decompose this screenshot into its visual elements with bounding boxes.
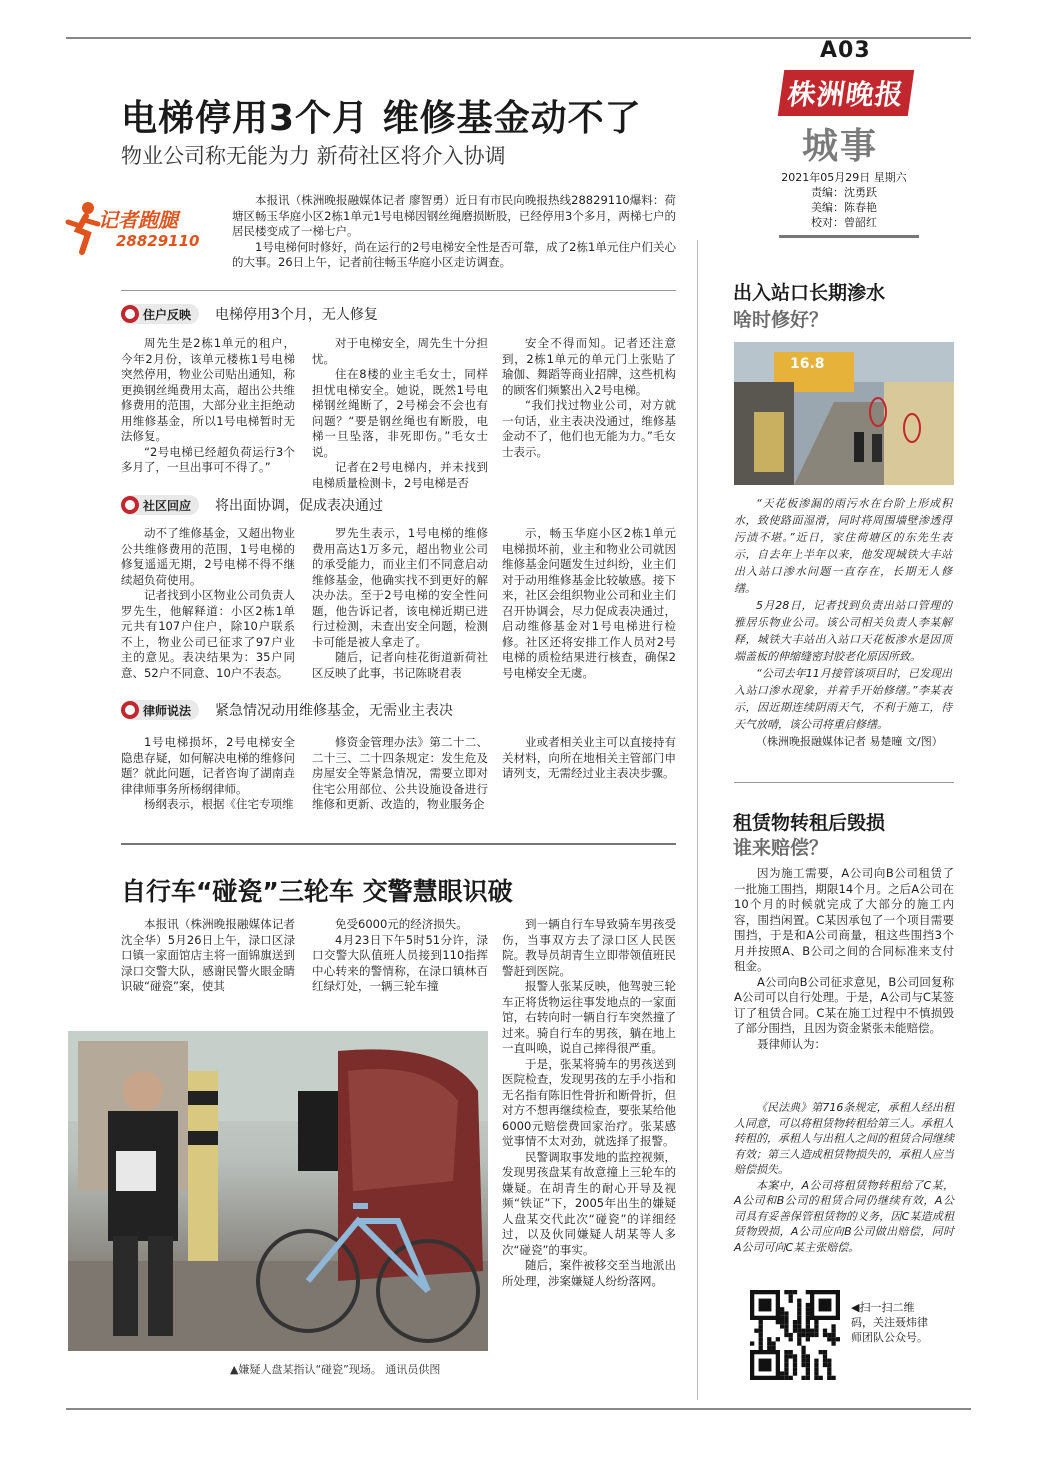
sidebar1-body (734, 495, 952, 750)
section-dot-icon (121, 305, 139, 323)
qr-module (784, 1316, 788, 1320)
qr-module (780, 1311, 784, 1315)
paragraph: “2号电梯已经超负荷运行3个多月了，一旦出事可不得了。” (121, 444, 295, 474)
section-tag: 社区回应 (143, 498, 192, 513)
qr-module (823, 1329, 827, 1333)
lead-rule (121, 290, 676, 291)
qr-module (776, 1320, 780, 1324)
section-text-col (502, 526, 676, 681)
section-text-col (121, 336, 295, 476)
qr-module (814, 1371, 818, 1375)
issue-info (779, 170, 909, 230)
qr-module (797, 1333, 801, 1337)
section-tag: 律师说法 (143, 703, 192, 718)
qr-module (759, 1341, 763, 1345)
qr-module (784, 1354, 788, 1358)
sidebar1-title: 出入站口长期渗水 (733, 282, 886, 304)
paragraph: 杨纲表示，根据《住宅专项维 (144, 797, 294, 811)
qr-module (827, 1337, 831, 1341)
paragraph: 报警人张某反映，他驾驶三轮车正将货物运往事发地点的一家面馆，右转向时一辆自行车突然撞了过来。骑自行车的男孩，躺在地上一直叫唤，说自己摔得很严重。 (502, 979, 676, 1055)
qr-module (810, 1329, 814, 1333)
qr-module (827, 1371, 831, 1375)
qr-module (784, 1311, 788, 1315)
page-number: A03 (820, 38, 871, 63)
section-title: 将出面协调，促成表决通过 (215, 498, 384, 514)
section-dot-icon (121, 701, 139, 719)
section-text-col (121, 735, 295, 813)
qr-module (789, 1290, 793, 1294)
qr-module (831, 1333, 835, 1337)
sidebar-rule (734, 782, 954, 783)
hotline-logo (64, 196, 224, 260)
qr-module (801, 1333, 805, 1337)
qr-module (827, 1363, 831, 1367)
hotline-label: 记者跑腿 (98, 208, 178, 232)
hotline-number: 28829110 (116, 232, 200, 250)
issue-date: 2021年05月29日 星期六 (781, 171, 907, 184)
qr-module (759, 1299, 772, 1312)
qr-module (806, 1316, 810, 1320)
qr-module (806, 1333, 810, 1337)
qr-module (819, 1299, 832, 1312)
qr-code-icon (750, 1290, 840, 1380)
qr-module (784, 1324, 788, 1328)
sidebar1-subtitle: 啥时修好？ (733, 309, 829, 331)
paragraph: 对于电梯安全，周先生十分担忧。 (312, 336, 488, 366)
story2-col (502, 917, 676, 1289)
lead-intro-p2: 1号电梯何时修好，尚在运行的2号电梯安全性是否可靠，成了2栋1单元住户们关心的大事。26日上午，记者前往畅玉华庭小区走访调查。 (232, 239, 676, 269)
qr-module (806, 1367, 810, 1371)
bicycle-scene-image (68, 1031, 488, 1351)
section-text-col (502, 336, 676, 460)
sidebar2-lawyer-para: 《民法典》第716条规定，承租人经出租人同意，可以将租赁物转租给第三人。承租人转租的，承租人与出租人之间的租赁合同继续有效；第三人造成租赁物损失的，承租人应当赔偿损失。 (734, 1101, 954, 1176)
paragraph: 到一辆自行车导致骑车男孩受伤，当事双方去了渌口区人民医院。教导员胡青生立即带领值班民警赶到医院。 (502, 917, 676, 978)
qr-module (784, 1290, 788, 1294)
paragraph: 1号电梯损坏，2号电梯安全隐患存疑，如何解决电梯的维修问题？就此问题，记者咨询了湖南垚律律师事务所杨纲律师。 (121, 735, 295, 796)
sidebar2-lawyer-para: 本案中，A公司将租赁物转租给了C某，A公司和B公司的租赁合同仍继续有效，A公司具有妥善保管租赁物的义务，因C某造成租赁物毁损，A公司应向B公司做出赔偿，同时A公司可向C某主张赔偿。 (734, 1178, 954, 1254)
section-text-col (502, 735, 676, 782)
qr-module (780, 1324, 784, 1328)
section-tag: 住户反映 (143, 307, 192, 322)
lead-intro-p1: 本报讯（株洲晚报融媒体记者 廖智勇）近日有市民向晚报热线28829110爆料：荷塘区畅玉华庭小区2栋1单元1号电梯因钢丝绳磨损断股，已经停用3个多月，两梯七户的居民楼变成了一梯七户。 (232, 193, 676, 238)
qr-module (793, 1354, 797, 1358)
editor: 责编：沈勇跃 (811, 186, 877, 199)
qr-module (797, 1307, 801, 1311)
designer: 美编：陈春艳 (811, 201, 877, 214)
qr-module (789, 1376, 793, 1380)
qr-module (823, 1333, 827, 1337)
qr-module (789, 1299, 793, 1303)
paragraph: 业或者相关业主可以直接持有关材料，向所在地相关主管部门申请列支，无需经过业主表决步骤。 (502, 735, 676, 780)
paragraph: 周先生是2栋1单元的租户，今年2月份，该单元楼栋1号电梯突然停用，物业公司贴出通知，称更换钢丝绳费用太高，超出公共维修费用的范围，大部分业主拒绝动用维修基金，所以1号电梯暂时无法修复。 (121, 336, 295, 443)
qr-module (806, 1329, 810, 1333)
qr-module (827, 1359, 831, 1363)
paragraph: 民警调取事发地的监控视频，发现男孩盘某有故意撞上三轮车的嫌疑。在胡青生的耐心开导及视频“铁证”下，2005年出生的嫌疑人盘某交代此次“碰瓷”的详细经过，以及伙同嫌疑人胡某等人多次“碰瓷”的事实。 (502, 1149, 676, 1257)
qr-module (814, 1333, 818, 1337)
qr-module (797, 1324, 801, 1328)
qr-module (823, 1363, 827, 1367)
qr-module (793, 1329, 797, 1333)
sidebar1-photo (734, 342, 954, 485)
qr-module (814, 1367, 818, 1371)
qr-module (754, 1329, 758, 1333)
qr-module (789, 1350, 793, 1354)
qr-module (801, 1363, 805, 1367)
column-separator (697, 240, 698, 1400)
paragraph: 随后，案件被移交至当地派出所处理，涉案嫌疑人纷纷落网。 (502, 1258, 676, 1288)
qr-module (780, 1320, 784, 1324)
qr-module (797, 1337, 801, 1341)
qr-module (814, 1324, 818, 1328)
station-exit-image (734, 342, 954, 485)
qr-module (797, 1320, 801, 1324)
sidebar1-para: “天花板渗漏的雨污水在台阶上形成积水，致使路面湿滑，同时将周围墙壁渗透得污渍不堪。”近日，家住荷塘区的东先生表示，自去年上半年以来，他发现城铁大丰站出入站口渗水问题一直存在，长期无人修缮。 (734, 497, 952, 595)
lead-subhead: 物业公司称无能为力 新荷社区将介入协调 (121, 144, 506, 168)
qr-module (806, 1311, 810, 1315)
sidebar1-para: “公司去年11月接管该项目时，已发现出入站口渗水现象，并着手开始修缮。”李某表示，因近期连续阴雨天气，不利于施工，待天气放晴，该公司将重启修缮。 (734, 667, 952, 731)
qr-module (819, 1376, 823, 1380)
qr-module (806, 1303, 810, 1307)
qr-module (823, 1359, 827, 1363)
story2-headline: 自行车“碰瓷”三轮车 交警慧眼识破 (121, 877, 513, 906)
qr-module (767, 1346, 771, 1350)
paragraph: 4月23日下午5时51分许，渌口交警大队值班人员接到110指挥中心转来的警情称，在渌口镇林百红绿灯处，一辆三轮车撞 (312, 932, 488, 993)
lead-intro (232, 193, 676, 271)
qr-module (806, 1359, 810, 1363)
paragraph: 于是，张某将骑车的男孩送到医院检查，发现男孩的左手小指和无名指有陈旧性骨折和断骨折，但对方不想再继续检查，要张某给他6000元赔偿费回家治疗。张某感觉事情不太对劲，就选择了报警。 (502, 1056, 676, 1148)
qr-module (784, 1329, 788, 1333)
qr-module (780, 1371, 784, 1375)
qr-module (806, 1324, 810, 1328)
section-text-col (312, 526, 488, 681)
qr-module (801, 1346, 805, 1350)
proofreader: 校对：曾韶红 (811, 216, 877, 229)
qr-module (814, 1376, 818, 1380)
section-header-community (121, 495, 383, 515)
section-header-residents (121, 304, 378, 324)
story2-col (312, 917, 488, 995)
paragraph: 安全不得而知。记者还注意到，2栋1单元的单元门上张贴了瑜伽、舞蹈等商业招牌，这些机构的顾客们频繁出入2号电梯。 (502, 336, 676, 397)
qr-module (831, 1341, 835, 1345)
qr-module (767, 1337, 771, 1341)
qr-module (771, 1346, 775, 1350)
sidebar2-body (734, 866, 954, 1052)
qr-module (784, 1359, 788, 1363)
paragraph: “我们找过物业公司，对方就一句话，业主表决没通过，维修基金动不了，他们也无能为力。”毛女士表示。 (502, 398, 676, 459)
sidebar2-title: 租赁物转租后毁损 (733, 812, 886, 834)
qr-module (814, 1363, 818, 1367)
sidebar2-lawyer-intro: 聂律师认为： (757, 1036, 826, 1051)
paragraph: 记者找到小区物业公司负责人罗先生，他解释道：小区2栋1单元共有107户住户，除10户联系不上，物业公司已征求了97户业主的意见。表决结果为：35户同意、52户不同意、10户不表态。 (121, 588, 295, 680)
qr-module (797, 1299, 801, 1303)
qr-module (801, 1354, 805, 1358)
qr-module (759, 1320, 763, 1324)
paragraph: 罗先生表示，1号电梯的维修费用高达1万多元，超出物业公司的承受能力，而业主们不同意启动维修基金，他确实找不到更好的解决办法。至于2号电梯的安全性问题，他告诉记者，该电梯近期已进行过检测，未查出安全问题，检测卡可能是被人拿走了。 (312, 526, 488, 649)
qr-module (801, 1329, 805, 1333)
qr-module (801, 1359, 805, 1363)
qr-module (823, 1350, 827, 1354)
sidebar1-byline: （株洲晚报融媒体记者 易楚曈 文/图） (756, 735, 943, 748)
sidebar2-para: 因为施工需要，A公司向B公司租赁了一批施工围挡，期限14个月。之后A公司在10个月的时候就完成了大部分的施工内容，围挡闲置。C某因承包了一个项目需要围挡，于是和A公司商量，租这些围挡3个月并按照A、B公司之间的合同标准来支付租金。 (734, 866, 954, 973)
qr-module (784, 1333, 788, 1337)
section-name: 城事 (802, 125, 879, 167)
qr-module (797, 1329, 801, 1333)
qr-module (801, 1376, 805, 1380)
qr-module (793, 1367, 797, 1371)
qr-module (789, 1333, 793, 1337)
section-text-col (312, 336, 488, 491)
qr-module (793, 1363, 797, 1367)
qr-module (806, 1290, 810, 1294)
qr-module (823, 1354, 827, 1358)
qr-module (814, 1320, 818, 1324)
paper-logo: 株洲晚报 (778, 70, 914, 116)
sidebar2-lawyer-body (734, 1100, 954, 1255)
qr-module (797, 1316, 801, 1320)
qr-module (759, 1359, 772, 1372)
qr-module (806, 1320, 810, 1324)
qr-module (806, 1337, 810, 1341)
qr-module (793, 1359, 797, 1363)
station-sign: 16.8 (790, 356, 825, 372)
sidebar1-para: 5月28日，记者找到负责出站口管理的雅居乐物业公司。该公司相关负责人李某解释，城铁大丰站出入站口天花板渗水是因顶端盖板的伸缩缝密封胶老化原因所致。 (734, 599, 952, 663)
sidebar2-subtitle: 谁来赔偿？ (733, 837, 829, 859)
section-dot-icon (121, 496, 139, 514)
qr-module (801, 1350, 805, 1354)
qr-module (814, 1329, 818, 1333)
qr-module (759, 1329, 763, 1333)
qr-module (810, 1333, 814, 1337)
qr-module (793, 1290, 797, 1294)
photo-caption: ▲嫌疑人盘某指认“碰瓷”现场。 通讯员供图 (230, 1363, 441, 1376)
paragraph: 示，畅玉华庭小区2栋1单元电梯损坏前，业主和物业公司就因维修基金问题发生过纠纷，业主们对于动用维修基金比较敏感。接下来，社区会组织物业公司和业主们召开协调会，尽力促成表决通过，启动维修基金对1号电梯进行检修。社区还将安排工作人员对2号电梯的质检结果进行核查，确保2号电梯安全无虞。 (502, 526, 676, 680)
qr-module (793, 1324, 797, 1328)
paragraph: 记者在2号电梯内，并未找到电梯质量检测卡，2号电梯是否 (312, 460, 488, 490)
qr-code[interactable] (750, 1290, 840, 1380)
qr-module (831, 1329, 835, 1333)
qr-module (784, 1376, 788, 1380)
qr-module (784, 1371, 788, 1375)
paragraph: 免受6000元的经济损失。 (335, 917, 468, 931)
bottom-rule (66, 1408, 971, 1410)
paragraph: 本报讯（株洲晚报融媒体记者 沈全华）5月26日上午，渌口区渌口镇一家面馆店主将一面锦旗送到渌口交警大队，感谢民警火眼金睛识破“碰瓷”案，使其 (121, 917, 295, 993)
qr-module (806, 1376, 810, 1380)
qr-module (759, 1324, 763, 1328)
qr-module (831, 1337, 835, 1341)
qr-module (750, 1341, 754, 1345)
qr-module (784, 1363, 788, 1367)
qr-module (806, 1371, 810, 1375)
qr-module (797, 1311, 801, 1315)
qr-module (827, 1376, 831, 1380)
qr-module (776, 1337, 780, 1341)
qr-module (784, 1367, 788, 1371)
paragraph: 住在8楼的业主毛女士，同样担忧电梯安全。她说，既然1号电梯钢丝绳断了，2号梯会不会也有问题？“要是钢丝绳也有断股，电梯一旦坠落，非死即伤。”毛女士说。 (312, 367, 488, 459)
qr-module (806, 1363, 810, 1367)
qr-module (759, 1346, 763, 1350)
masthead-rule (779, 235, 919, 238)
qr-module (759, 1337, 763, 1341)
section-title: 紧急情况动用维修基金，无需业主表决 (215, 703, 454, 719)
lead-headline: 电梯停用3个月 维修基金动不了 (121, 98, 642, 139)
qr-module (806, 1307, 810, 1311)
paragraph: 修资金管理办法》第二十二、二十三、二十四条规定：发生危及房屋安全等紧急情况，需要立即对住宅公用部位、公共设施设备进行维修和更新、改造的，物业服务企 (312, 735, 488, 811)
story2-col (121, 917, 295, 995)
qr-module (819, 1350, 823, 1354)
qr-module (789, 1337, 793, 1341)
qr-module (827, 1333, 831, 1337)
section-title: 电梯停用3个月，无人修复 (215, 307, 378, 323)
qr-module (806, 1354, 810, 1358)
qr-module (780, 1376, 784, 1380)
qr-module (831, 1324, 835, 1328)
qr-module (771, 1341, 775, 1345)
qr-module (789, 1354, 793, 1358)
qr-text: ◀扫一扫二维码，关注聂炜律师团队公众号。 (851, 1301, 928, 1344)
qr-module (793, 1320, 797, 1324)
qr-module (759, 1333, 763, 1337)
qr-module (784, 1350, 788, 1354)
story-divider (121, 843, 676, 845)
section-text-col (312, 735, 488, 813)
qr-module (767, 1341, 771, 1345)
qr-module (797, 1303, 801, 1307)
qr-module (793, 1371, 797, 1375)
qr-module (780, 1307, 784, 1311)
qr-module (784, 1320, 788, 1324)
qr-module (797, 1341, 801, 1345)
story2-photo (68, 1031, 488, 1351)
paragraph: 动不了维修基金，又超出物业公共维修费用的范围，1号电梯的修复遥遥无期，2号电梯不得不继续超负荷使用。 (121, 526, 295, 587)
qr-module (780, 1316, 784, 1320)
qr-module (836, 1337, 840, 1341)
qr-module (827, 1367, 831, 1371)
qr-module (789, 1294, 793, 1298)
section-text-col (121, 526, 295, 681)
qr-module (831, 1376, 835, 1380)
paragraph: 随后，记者向桂花街道新荷社区反映了此事，书记陈晓君表 (312, 650, 488, 680)
qr-module (814, 1359, 818, 1363)
section-header-lawyer (121, 700, 453, 720)
sidebar2-para: A公司向B公司征求意见，B公司回复称A公司可以自行处理。于是，A公司与C某签订了租赁合同。C某在施工过程中不慎损毁了部分围挡，且因为资金紧张未能赔偿。 (734, 974, 954, 1035)
